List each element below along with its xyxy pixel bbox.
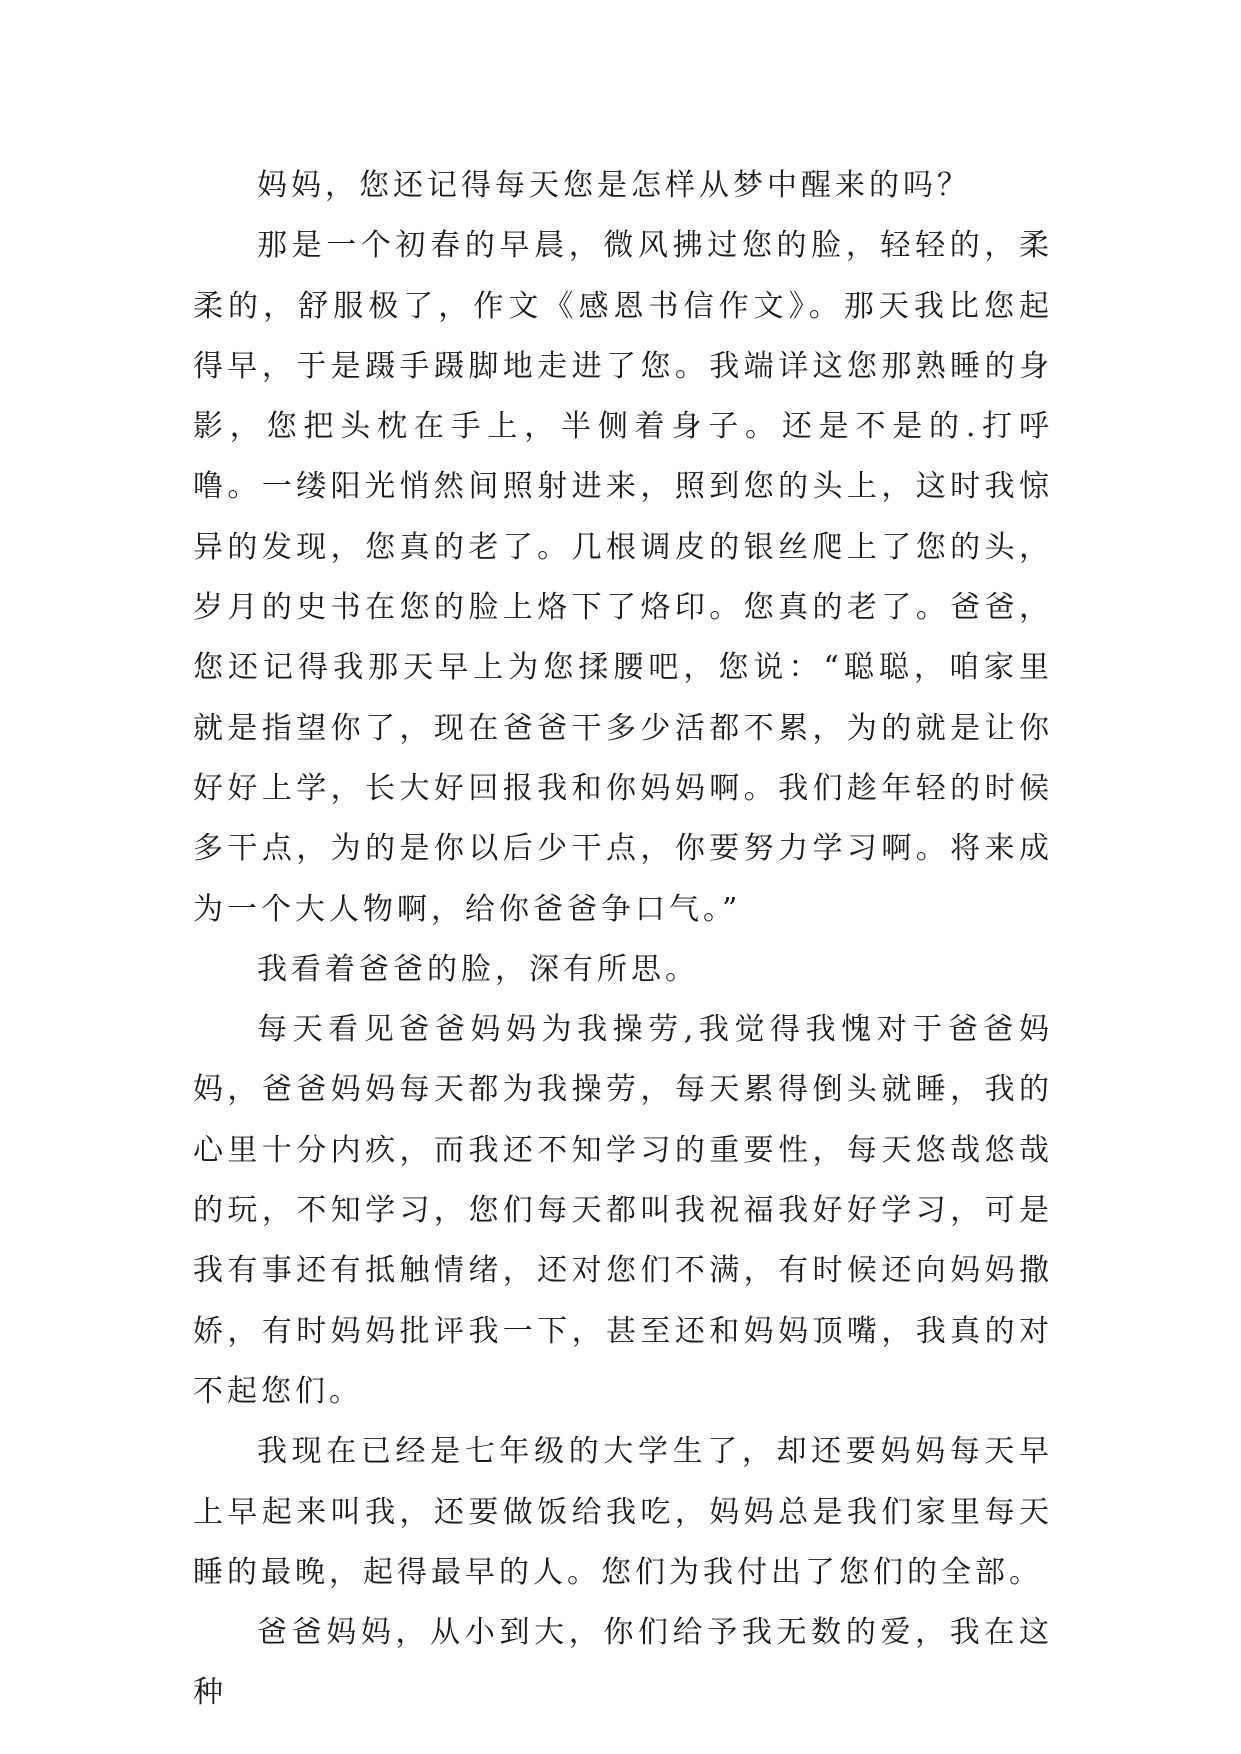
paragraph-5: 我现在已经是七年级的大学生了，却还要妈妈每天早上早起来叫我，还要做饭给我吃，妈妈总是我们家里每天睡的最晚，起得最早的人。您们为我付出了您们的全部。 bbox=[193, 1434, 1053, 1590]
letter-body bbox=[193, 156, 1053, 1724]
paragraph-1: 妈妈，您还记得每天您是怎样从梦中醒来的吗？ bbox=[257, 168, 971, 203]
paragraph-4: 每天看见爸爸妈妈为我操劳,我觉得我愧对于爸爸妈妈，爸爸妈妈每天都为我操劳，每天累得倒头就睡，我的心里十分内疚，而我还不知学习的重要性，每天悠哉悠哉的玩，不知学习，您们每天都叫我祝福我好好学习，可是我有事还有抵触情绪，还对您们不满，有时候还向妈妈撒娇，有时妈妈批评我一下，甚至还和妈妈顶嘴，我真的对不起您们。 bbox=[193, 1012, 1053, 1409]
paragraph-3: 我看着爸爸的脸，深有所思。 bbox=[257, 951, 699, 987]
paragraph-6: 爸爸妈妈，从小到大，你们给予我无数的爱，我在这种 bbox=[193, 1615, 1053, 1711]
paragraph-2: 那是一个初春的早晨，微风拂过您的脸，轻轻的，柔柔的，舒服极了，作文《感恩书信作文》。那天我比您起得早，于是蹑手蹑脚地走进了您。我端详这您那熟睡的身影，您把头枕在手上，半侧着身子。还是不是的.打呼噜。一缕阳光悄然间照射进来，照到您的头上，这时我惊异的发现，您真的老了。几根调皮的银丝爬上了您的头，岁月的史书在您的脸上烙下了烙印。您真的老了。爸爸，您还记得我那天早上为您揉腰吧，您说：“聪聪，咱家里就是指望你了，现在爸爸干多少活都不累，为的就是让你好好上学，长大好回报我和你妈妈啊。我们趁年轻的时候多干点，为的是你以后少干点，你要努力学习啊。将来成为一个大人物啊，给你爸爸争口气。” bbox=[193, 228, 1053, 927]
